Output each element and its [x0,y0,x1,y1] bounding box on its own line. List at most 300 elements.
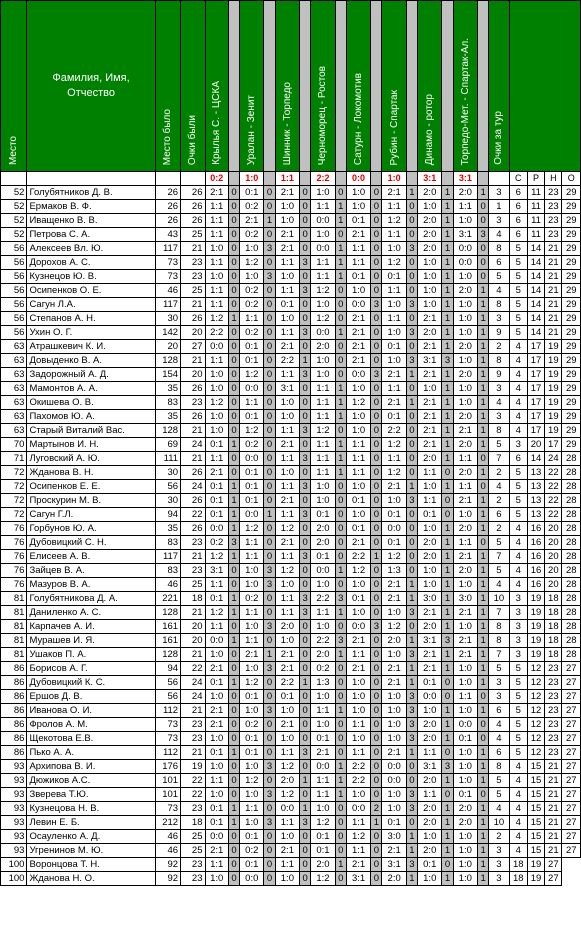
match-points-cell: 1 [264,508,275,522]
prediction-cell: 0:0 [382,522,406,536]
prediction-cell: 1:0 [453,298,477,312]
place-cell: 81 [1,648,27,662]
name-cell: Дорохов А. С. [27,256,155,270]
prediction-cell: 3:1 [382,858,406,872]
name-cell: Дубовицкий С. Н. [27,536,155,550]
name-cell: Иващенко В. В. [27,214,155,228]
match-points-cell: 0 [300,872,311,886]
prediction-cell: 2:0 [453,438,477,452]
prediction-cell: 0:2 [240,326,264,340]
prediction-cell: 1:1 [311,788,335,802]
place-cell: 81 [1,592,27,606]
header-match-1: Крылья С. - ЦСКА [205,1,228,172]
prediction-cell: 2:0 [275,774,299,788]
prediction-cell: 2:1 [275,662,299,676]
match-points-cell: 0 [371,410,382,424]
prediction-cell: 2:0 [418,550,442,564]
match-points-cell: 0 [371,522,382,536]
stat-cell: 3 [509,606,527,620]
points-before-cell: 20 [181,620,205,634]
match-points-cell: 1 [478,592,489,606]
points-tour-cell: 2 [489,340,509,354]
prediction-cell: 1:1 [275,746,299,760]
match-points-cell: 0 [371,340,382,354]
match-points-cell: 0 [228,774,239,788]
match-points-cell: 0 [371,242,382,256]
prediction-cell: 2:1 [418,396,442,410]
stat-cell: 29 [562,298,581,312]
stat-cell: 23 [545,718,562,732]
prediction-cell: 0:1 [205,508,228,522]
prediction-cell: 1:0 [418,298,442,312]
place-before-cell: 73 [155,256,180,270]
points-before-cell: 20 [181,368,205,382]
place-before-cell: 35 [155,382,180,396]
name-cell: Ермаков В. Ф. [27,200,155,214]
match-points-cell: 0 [264,368,275,382]
stat-cell: 22 [545,480,562,494]
points-tour-cell: 10 [489,592,509,606]
name-cell: Петрова С. А. [27,228,155,242]
match-points-cell: 1 [442,704,453,718]
match-points-cell: 0 [371,788,382,802]
prediction-cell: 0:1 [418,676,442,690]
stat-cell: 5 [509,326,527,340]
place-cell: 100 [1,858,27,872]
match-points-cell: 0 [300,690,311,704]
match-points-cell: 0 [264,340,275,354]
match-points-cell: 0 [335,830,346,844]
match-points-cell: 3 [406,788,417,802]
prediction-cell: 2:1 [275,242,299,256]
header-match-4: Черноморец - Ростов [311,1,335,172]
prediction-cell: 2:1 [275,536,299,550]
match-points-cell: 1 [335,200,346,214]
name-cell: Воронцова Т. Н. [27,858,155,872]
match-points-cell: 1 [442,340,453,354]
stat-cell: 16 [527,536,544,550]
prediction-cell: 1:2 [275,522,299,536]
prediction-cell: 1:0 [418,200,442,214]
stat-cell: 23 [545,200,562,214]
stat-cell: 27 [562,802,581,816]
stat-cell: 3 [509,438,527,452]
stat-cell: 19 [545,424,562,438]
place-before-cell: 128 [155,354,180,368]
stat-cell: 29 [562,312,581,326]
place-cell: 93 [1,760,27,774]
stat-cell: 20 [545,536,562,550]
prediction-cell: 2:1 [205,844,228,858]
prediction-cell: 1:0 [453,312,477,326]
prediction-cell: 1:0 [275,312,299,326]
points-tour-cell: 3 [489,844,509,858]
prediction-cell: 1:1 [205,284,228,298]
prediction-cell: 1:1 [382,284,406,298]
prediction-cell: 2:0 [418,452,442,466]
match-points-cell: 1 [478,354,489,368]
name-cell: Зверева Т.Ю. [27,788,155,802]
stat-cell: 23 [545,214,562,228]
stat-cell: 23 [545,676,562,690]
match-points-cell: 1 [442,606,453,620]
table-row [1,494,581,508]
prediction-cell: 0:1 [240,186,264,200]
match-points-cell: 0 [478,480,489,494]
prediction-cell: 0:0 [240,382,264,396]
stat-cell: 12 [527,676,544,690]
prediction-cell: 1:1 [453,480,477,494]
stat-cell: 4 [509,536,527,550]
place-before-cell: 26 [155,186,180,200]
prediction-cell: 0:1 [453,732,477,746]
stat-cell: 27 [562,704,581,718]
prediction-cell: 1:0 [275,410,299,424]
stat-cell: 19 [527,648,544,662]
match-points-cell: 0 [300,200,311,214]
prediction-cell: 1:1 [275,284,299,298]
prediction-cell: 1:0 [346,382,370,396]
stat-cell: 18 [509,858,527,872]
match-points-cell: 1 [335,564,346,578]
match-points-cell: 0 [371,872,382,886]
match-points-cell: 0 [228,228,239,242]
prediction-cell: 1:0 [453,872,477,886]
prediction-cell: 2:1 [346,536,370,550]
prediction-cell: 1:1 [382,452,406,466]
table-row [1,774,581,788]
place-cell: 56 [1,242,27,256]
match-points-cell: 3 [300,284,311,298]
prediction-cell: 1:0 [418,270,442,284]
stat-cell: 16 [527,578,544,592]
stat-cell: 22 [545,466,562,480]
table-row [1,424,581,438]
stat-cell: 5 [509,704,527,718]
match-points-cell: 1 [228,802,239,816]
match-points-cell: 0 [406,536,417,550]
table-row [1,606,581,620]
match-points-cell: 0 [264,872,275,886]
match-points-cell: 1 [300,802,311,816]
stat-cell: 15 [527,802,544,816]
match-points-cell: 0 [335,508,346,522]
match-points-cell: 3 [264,564,275,578]
prediction-cell: 2:1 [346,228,370,242]
prediction-cell: 2:1 [240,648,264,662]
match-points-cell: 0 [264,844,275,858]
match-points-cell: 0 [228,466,239,480]
prediction-cell: 1:1 [275,452,299,466]
prediction-cell: 0:2 [240,438,264,452]
prediction-cell: 2:1 [346,662,370,676]
prediction-cell: 0:0 [311,214,335,228]
match-result: 3:1 [418,172,442,186]
match-points-cell: 0 [371,494,382,508]
name-cell: Мурашев И. Я. [27,634,155,648]
prediction-cell: 0:0 [205,830,228,844]
match-points-cell: 3 [406,858,417,872]
prediction-cell: 1:1 [311,774,335,788]
prediction-cell: 1:1 [240,312,264,326]
prediction-cell: 1:0 [382,690,406,704]
points-before-cell: 27 [181,340,205,354]
stat-cell: 3 [509,634,527,648]
prediction-cell: 1:1 [311,410,335,424]
prediction-cell: 0:1 [346,592,370,606]
match-points-cell: 0 [371,578,382,592]
match-points-cell: 0 [228,452,239,466]
prediction-cell: 3:0 [453,592,477,606]
points-tour-cell: 4 [489,732,509,746]
table-row [1,690,581,704]
match-points-cell: 0 [442,788,453,802]
prediction-cell: 2:1 [418,312,442,326]
stat-cell: 4 [509,368,527,382]
match-points-cell: 0 [228,214,239,228]
place-cell: 86 [1,662,27,676]
match-points-cell: 1 [442,424,453,438]
prediction-cell: 1:2 [346,564,370,578]
prediction-cell: 0:2 [240,844,264,858]
points-before-cell: 24 [181,480,205,494]
match-points-cell: 0 [264,186,275,200]
stat-cell: 22 [545,494,562,508]
match-points-cell: 1 [406,676,417,690]
match-points-cell: 1 [228,746,239,760]
match-points-cell: 3 [406,704,417,718]
match-points-cell: 3 [406,494,417,508]
prediction-cell: 2:0 [418,214,442,228]
prediction-cell: 2:1 [453,424,477,438]
match-points-cell: 0 [335,872,346,886]
stat-cell: 27 [562,830,581,844]
place-before-cell: 46 [155,844,180,858]
table-row [1,480,581,494]
place-before-cell: 154 [155,368,180,382]
prediction-cell: 0:2 [311,662,335,676]
stat-cell: 15 [527,788,544,802]
stat-cell: 15 [527,774,544,788]
match-points-cell: 1 [335,270,346,284]
match-points-cell: 0 [335,662,346,676]
place-cell: 52 [1,214,27,228]
place-cell: 86 [1,704,27,718]
prediction-cell: 1:1 [311,200,335,214]
stat-cell: 23 [545,704,562,718]
match-points-cell: 1 [478,746,489,760]
match-points-cell: 0 [300,228,311,242]
table-row [1,634,581,648]
match-points-cell: 1 [478,620,489,634]
match-points-cell: 0 [228,760,239,774]
prediction-cell: 1:0 [205,270,228,284]
prediction-cell: 2:1 [453,648,477,662]
match-points-cell: 1 [406,480,417,494]
name-cell: Старый Виталий Вас. [27,424,155,438]
prediction-cell: 2:2 [275,676,299,690]
prediction-cell: 2:0 [311,340,335,354]
stat-cell: 18 [545,606,562,620]
stat-cell: 17 [527,382,544,396]
prediction-cell: 2:1 [418,648,442,662]
match-points-cell: 1 [478,438,489,452]
match-points-cell: 3 [371,368,382,382]
stat-cell: 5 [509,662,527,676]
stat-cell: 3 [509,648,527,662]
points-before-cell: 21 [181,354,205,368]
match-points-cell: 1 [478,634,489,648]
prediction-cell: 1:1 [275,508,299,522]
match-points-cell: 0 [371,718,382,732]
points-tour-cell: 3 [489,690,509,704]
match-points-cell: 0 [442,494,453,508]
prediction-cell: 2:0 [418,186,442,200]
prediction-cell: 1:1 [311,270,335,284]
prediction-cell: 0:2 [240,298,264,312]
stat-cell: 28 [562,536,581,550]
points-tour-cell: 8 [489,620,509,634]
stat-cell: 27 [562,732,581,746]
stat-cell: 20 [545,550,562,564]
prediction-cell: 1:0 [453,760,477,774]
stat-cell: 17 [527,340,544,354]
prediction-cell: 1:0 [418,480,442,494]
prediction-cell: 1:0 [453,578,477,592]
prediction-cell: 1:0 [382,494,406,508]
points-before-cell: 23 [181,732,205,746]
points-before-cell: 23 [181,256,205,270]
prediction-cell: 0:1 [240,746,264,760]
match-points-cell: 0 [406,214,417,228]
stat-cell: 6 [509,186,527,200]
header-name: Фамилия, Имя, Отчество [27,1,155,172]
prediction-cell: 1:0 [453,662,477,676]
match-points-cell: 0 [371,606,382,620]
prediction-cell: 1:2 [240,256,264,270]
match-points-cell: 0 [406,620,417,634]
match-points-cell: 1 [335,242,346,256]
place-before-cell: 43 [155,228,180,242]
prediction-cell: 2:1 [418,424,442,438]
prediction-cell: 1:0 [453,354,477,368]
header-match-7: Динамо - ротор [418,1,442,172]
prediction-cell: 2:0 [418,620,442,634]
prediction-cell: 1:1 [275,550,299,564]
points-before-cell: 23 [181,564,205,578]
prediction-cell: 2:1 [205,186,228,200]
prediction-cell: 2:0 [453,816,477,830]
match-points-cell: 0 [228,648,239,662]
stat-cell: 28 [562,578,581,592]
prediction-cell: 0:0 [205,522,228,536]
stat-cell: 28 [562,648,581,662]
prediction-cell: 0:1 [311,550,335,564]
match-points-cell: 0 [300,634,311,648]
stat-cell: 4 [509,564,527,578]
prediction-cell: 1:1 [275,592,299,606]
match-points-cell: 0 [300,760,311,774]
prediction-cell: 1:0 [453,214,477,228]
place-before-cell: 142 [155,326,180,340]
prediction-cell: 3:1 [205,564,228,578]
stat-cell: 4 [509,550,527,564]
match-points-cell: 0 [371,508,382,522]
match-points-cell: 3 [300,816,311,830]
name-cell: Ершов Д. В. [27,690,155,704]
stat-cell: 16 [527,564,544,578]
points-tour-cell: 7 [489,550,509,564]
match-points-cell: 0 [406,760,417,774]
place-cell: 72 [1,466,27,480]
match-points-cell: 1 [264,214,275,228]
prediction-cell: 1:0 [240,704,264,718]
match-points-cell: 0 [371,466,382,480]
match-points-cell: 3 [406,648,417,662]
prediction-cell: 2:0 [382,872,406,886]
stat-cell: 11 [527,200,544,214]
match-points-cell: 1 [478,298,489,312]
stat-cell: 29 [562,396,581,410]
stat-cell: 29 [562,200,581,214]
table-row [1,368,581,382]
prediction-cell: 0:1 [382,410,406,424]
prediction-cell: 0:0 [205,340,228,354]
stat-cell: 23 [545,186,562,200]
stat-cell: 5 [509,270,527,284]
prediction-cell: 0:1 [382,536,406,550]
stat-cell: 19 [527,858,544,872]
stat-cell: 5 [509,494,527,508]
match-points-cell: 0 [300,704,311,718]
place-before-cell: 161 [155,634,180,648]
stat-cell: 5 [509,466,527,480]
stat-cell: 21 [545,270,562,284]
place-cell: 56 [1,326,27,340]
prediction-cell: 3:0 [418,592,442,606]
stat-cell: 19 [527,606,544,620]
match-points-cell: 0 [264,438,275,452]
prediction-cell: 1:2 [382,466,406,480]
prediction-cell: 2:2 [346,774,370,788]
prediction-cell: 1:1 [346,452,370,466]
stat-cell: 11 [527,186,544,200]
place-before-cell: 26 [155,214,180,228]
place-before-cell: 46 [155,284,180,298]
match-points-cell: 0 [228,200,239,214]
match-points-cell: 3 [300,368,311,382]
prediction-cell: 1:2 [240,424,264,438]
stat-cell: 18 [545,648,562,662]
place-cell: 81 [1,634,27,648]
prediction-cell: 1:1 [240,634,264,648]
points-tour-cell: 7 [489,606,509,620]
match-points-cell: 0 [228,620,239,634]
place-before-cell: 112 [155,746,180,760]
table-row [1,466,581,480]
match-points-cell: 0 [264,536,275,550]
points-before-cell: 26 [181,200,205,214]
prediction-cell: 2:1 [346,858,370,872]
prediction-cell: 1:1 [382,228,406,242]
prediction-cell: 1:0 [418,284,442,298]
prediction-cell: 1:1 [418,466,442,480]
header-points-tour: Очки за тур [489,1,509,172]
table-row [1,550,581,564]
name-cell: Щекотова Е.В. [27,732,155,746]
match-points-cell: 0 [300,186,311,200]
prediction-cell: 1:0 [453,858,477,872]
